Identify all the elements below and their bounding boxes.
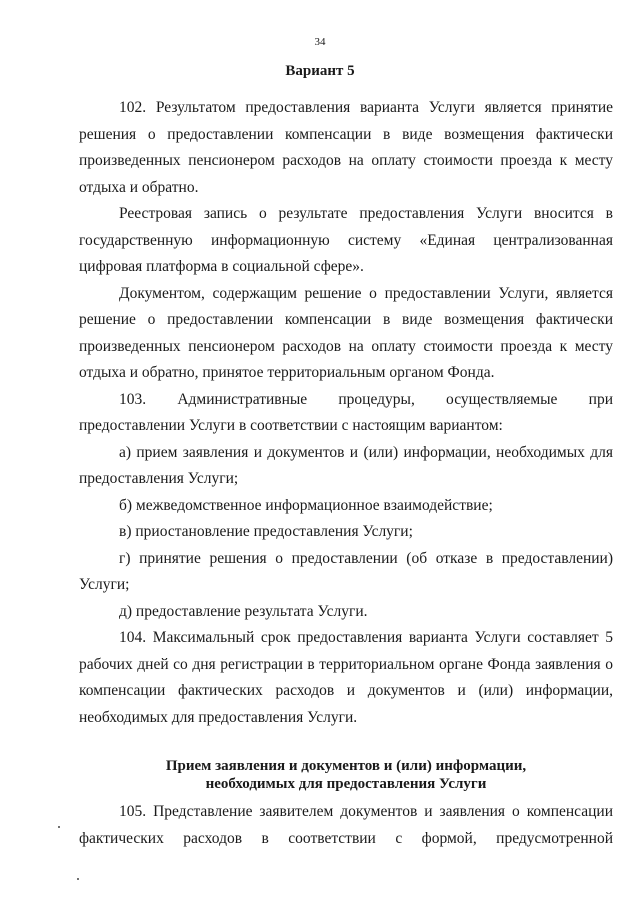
paragraph-103: 103. Административные процедуры, осуществляемые при предоставлении Услуги в соответствии с настоящим вариантом: (79, 390, 613, 434)
document-body (79, 95, 613, 852)
subsection-heading (79, 757, 613, 793)
paragraph-104: 104. Максимальный срок предоставления варианта Услуги составляет 5 рабочих дней со дня регистрации в территориальном органе Фонда заявления о компенсации фактических расходов и документов и (или) информации, необходимых для предоставления Услуги. (79, 629, 613, 726)
list-item-b: б) межведомственное информационное взаимодействие; (119, 496, 493, 514)
scan-artifact (58, 826, 60, 828)
paragraph-102: 102. Результатом предоставления варианта Услуги является принятие решения о предоставлении компенсации в виде возмещения фактически произведенных пенсионером расходов на оплату стоимости проезда к месту отдыха и обратно. (79, 99, 613, 196)
section-title: Вариант 5 (285, 63, 355, 79)
page-number: 34 (314, 36, 326, 48)
paragraph-decision-document: Документом, содержащим решение о предоставлении Услуги, является решение о предоставлении компенсации в виде возмещения фактически произведенных пенсионером расходов на оплату стоимости проезда к месту отдыха и обратно, принятое территориальным органом Фонда. (79, 284, 613, 381)
subsection-heading-line-1: Прием заявления и документов и (или) информации, (165, 758, 527, 774)
scan-artifact (77, 878, 79, 880)
paragraph-105: 105. Представление заявителем документов и заявления о компенсации фактических расходов в соответствии с формой, предусмотренной (79, 803, 613, 847)
list-item-a: а) прием заявления и документов и (или) информации, необходимых для предоставления Услуги; (79, 443, 613, 487)
subsection-heading-line-2: необходимых для предоставления Услуги (205, 776, 487, 792)
list-item-g: г) принятие решения о предоставлении (об отказе в предоставлении) Услуги; (79, 549, 613, 593)
list-item-d: д) предоставление результата Услуги. (119, 602, 368, 620)
paragraph-registry-record: Реестровая запись о результате предоставления Услуги вносится в государственную информационную систему «Единая централизованная цифровая платформа в социальной сфере». (79, 205, 613, 275)
list-item-v: в) приостановление предоставления Услуги; (119, 523, 413, 540)
